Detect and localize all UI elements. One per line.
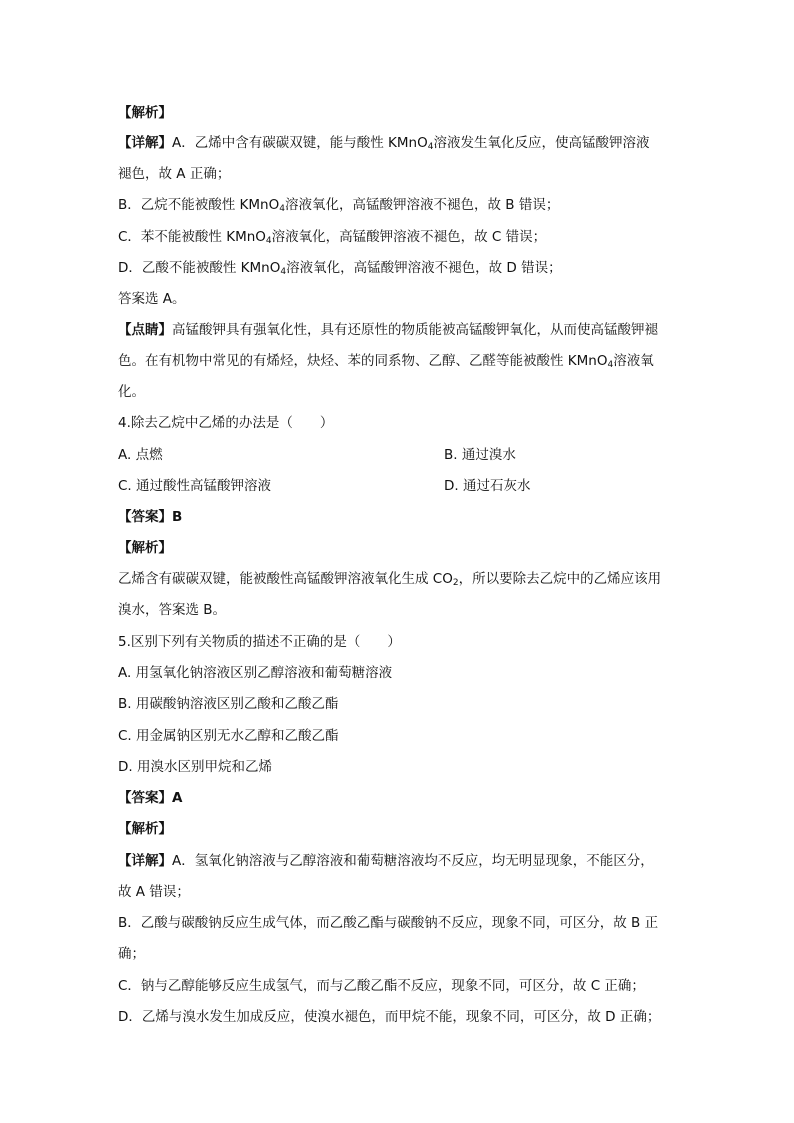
q5-answer: 【答案】A [118,790,183,806]
q3-note-line2 [118,351,678,371]
subscript: 4 [427,142,434,152]
q5-detail-b-line2: 确； [118,946,145,962]
subscript: 4 [279,204,285,214]
q3-detail-label: 【详解】 [118,135,172,151]
q5-option-b: B. 用碳酸钠溶液区别乙酸和乙酸乙酯 [118,696,339,712]
q4-analysis-label: 【解析】 [118,540,172,556]
q3-detail-b-text1: B．乙烷不能被酸性 KMnO [118,197,280,213]
q3-note-label: 【点睛】 [118,322,172,338]
q3-note-text2a: 色。在有机物中常见的有烯烃，炔烃、苯的同系物、乙醇、乙醛等能被酸性 KMnO [118,353,608,369]
q3-detail-c-text1: C．苯不能被酸性 KMnO [118,229,266,245]
q5-stem: 5.区别下列有关物质的描述不正确的是（ ） [118,634,401,650]
q3-answer-choice: 答案选 A。 [118,291,186,307]
subscript: 4 [280,267,287,277]
q5-option-c: C. 用金属钠区别无水乙醇和乙酸乙酯 [118,728,339,744]
q3-detail-a-line1 [118,133,678,153]
q3-detail-c-text2: 溶液氧化，高锰酸钾溶液不褪色，故 C 错误； [271,229,547,245]
q5-analysis-label: 【解析】 [118,821,172,837]
q4-analysis-text1a: 乙烯含有碳碳双键，能被酸性高锰酸钾溶液氧化生成 CO [118,571,453,587]
q3-note-text2b: 溶液氧 [613,353,654,369]
q5-option-d: D. 用溴水区别甲烷和乙烯 [118,759,272,775]
q5-detail-a-line1 [118,851,678,871]
q4-option-d: D. 通过石灰水 [444,478,531,494]
q3-detail-b-text2: 溶液氧化，高锰酸钾溶液不褪色，故 B 错误； [284,197,560,213]
q4-analysis-text1b: ，所以要除去乙烷中的乙烯应该用 [458,571,662,587]
subscript: 4 [265,236,272,246]
q5-detail-d: D．乙烯与溴水发生加成反应，使溴水褪色，而甲烷不能，现象不同，可区分，故 D 正确； [118,1009,661,1025]
subscript: 2 [452,578,459,588]
subscript: 4 [607,360,614,370]
q5-option-a: A. 用氢氧化钠溶液区别乙醇溶液和葡萄糖溶液 [118,665,393,681]
q5-detail-a-text1: A．氢氧化钠溶液与乙醇溶液和葡萄糖溶液均不反应，均无明显现象，不能区分， [172,853,654,869]
q5-detail-label: 【详解】 [118,853,172,869]
q3-detail-d [118,258,678,278]
q3-analysis-label: 【解析】 [118,105,172,121]
q3-note-text1: 高锰酸钾具有强氧化性，具有还原性的物质能被高锰酸钾氧化，从而使高锰酸钾褪 [172,322,658,338]
q3-note-line1 [118,320,678,340]
q5-detail-c: C．钠与乙醇能够反应生成氢气，而与乙酸乙酯不反应，现象不同，可区分，故 C 正确； [118,978,645,994]
q3-detail-a-text2: 溶液发生氧化反应，使高锰酸钾溶液 [433,135,650,151]
q4-analysis-line2: 溴水，答案选 B。 [118,602,227,618]
q4-option-c: C. 通过酸性高锰酸钾溶液 [118,478,272,494]
q5-detail-a-line2: 故 A 错误； [118,884,190,900]
q3-detail-a-line2: 褪色，故 A 正确； [118,166,231,182]
q3-detail-d-text2: 溶液氧化，高锰酸钾溶液不褪色，故 D 错误； [286,260,562,276]
q3-detail-d-text1: D．乙酸不能被酸性 KMnO [118,260,281,276]
q3-detail-b [118,195,678,215]
q4-stem: 4.除去乙烷中乙烯的办法是（ ） [118,415,334,431]
q5-detail-b-line1: B．乙酸与碳酸钠反应生成气体，而乙酸乙酯与碳酸钠不反应，现象不同，可区分，故 B 正 [118,915,659,931]
q3-detail-a-text1: A．乙烯中含有碳碳双键，能与酸性 KMnO [172,135,428,151]
q4-answer: 【答案】B [118,509,183,525]
q3-note-line3: 化。 [118,384,145,400]
q4-option-a: A. 点燃 [118,447,163,463]
q4-option-b: B. 通过溴水 [444,447,516,463]
q3-detail-c [118,227,678,247]
q4-analysis-line1 [118,569,678,589]
